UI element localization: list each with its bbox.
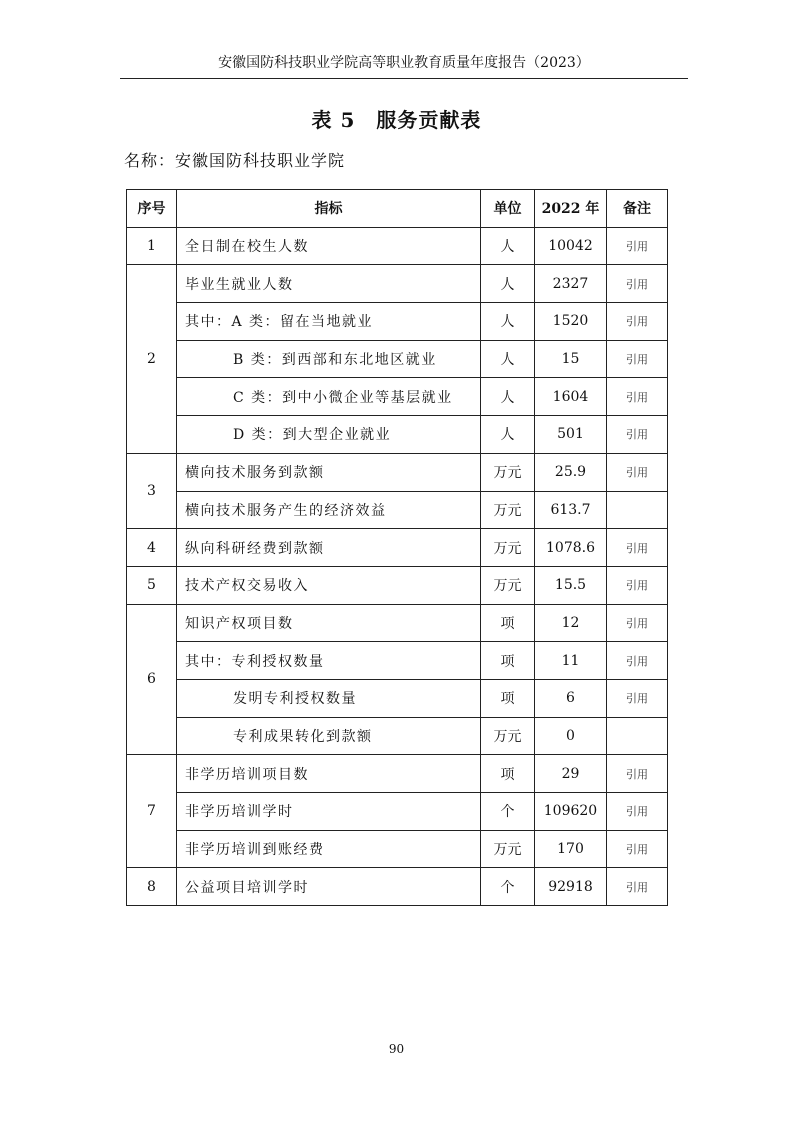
note-cell: 引用 (607, 830, 668, 868)
column-header: 指标 (177, 190, 481, 228)
unit-cell: 项 (481, 679, 535, 717)
value-cell: 1078.6 (535, 529, 607, 567)
table-row (127, 491, 668, 529)
running-header: 安徽国防科技职业学院高等职业教育质量年度报告（2023） (120, 52, 688, 79)
note-cell (607, 491, 668, 529)
value-cell: 25.9 (535, 453, 607, 491)
table-row (127, 830, 668, 868)
value-cell: 6 (535, 679, 607, 717)
table-header-row (127, 190, 668, 228)
unit-cell: 人 (481, 340, 535, 378)
value-cell: 1520 (535, 303, 607, 341)
note-cell: 引用 (607, 642, 668, 680)
row-index: 2 (127, 265, 177, 453)
note-cell: 引用 (607, 679, 668, 717)
value-cell: 29 (535, 755, 607, 793)
unit-cell: 人 (481, 378, 535, 416)
note-cell: 引用 (607, 227, 668, 265)
value-cell: 15.5 (535, 566, 607, 604)
note-cell: 引用 (607, 265, 668, 303)
page-number: 90 (388, 1042, 405, 1056)
table-row (127, 303, 668, 341)
note-cell: 引用 (607, 755, 668, 793)
indicator-cell: 横向技术服务到款额 (177, 453, 481, 491)
table-row (127, 566, 668, 604)
table-row (127, 227, 668, 265)
table-row (127, 604, 668, 642)
indicator-cell: 知识产权项目数 (177, 604, 481, 642)
column-header: 备注 (607, 190, 668, 228)
note-cell (607, 717, 668, 755)
value-cell: 12 (535, 604, 607, 642)
unit-cell: 万元 (481, 566, 535, 604)
unit-cell: 万元 (481, 717, 535, 755)
table-title: 表 5 服务贡献表 (311, 108, 482, 132)
note-cell: 引用 (607, 416, 668, 454)
note-cell: 引用 (607, 378, 668, 416)
indicator-cell: 纵向科研经费到款额 (177, 529, 481, 567)
row-index: 1 (127, 227, 177, 265)
row-index: 8 (127, 868, 177, 906)
organization-name: 名称：安徽国防科技职业学院 (124, 151, 346, 170)
note-cell: 引用 (607, 529, 668, 567)
column-header: 单位 (481, 190, 535, 228)
unit-cell: 万元 (481, 529, 535, 567)
row-index: 5 (127, 566, 177, 604)
indicator-cell: C 类：到中小微企业等基层就业 (177, 378, 481, 416)
table-row (127, 717, 668, 755)
unit-cell: 项 (481, 642, 535, 680)
table-row (127, 642, 668, 680)
value-cell: 501 (535, 416, 607, 454)
column-header: 序号 (127, 190, 177, 228)
row-index: 7 (127, 755, 177, 868)
value-cell: 109620 (535, 793, 607, 831)
value-cell: 11 (535, 642, 607, 680)
indicator-cell: 非学历培训到账经费 (177, 830, 481, 868)
note-cell: 引用 (607, 793, 668, 831)
note-cell: 引用 (607, 868, 668, 906)
row-index: 4 (127, 529, 177, 567)
note-cell: 引用 (607, 604, 668, 642)
row-index: 3 (127, 453, 177, 528)
note-cell: 引用 (607, 303, 668, 341)
indicator-cell: 公益项目培训学时 (177, 868, 481, 906)
indicator-cell: 其中：专利授权数量 (177, 642, 481, 680)
indicator-cell: 非学历培训项目数 (177, 755, 481, 793)
table-row (127, 265, 668, 303)
table-row (127, 416, 668, 454)
table-row (127, 453, 668, 491)
unit-cell: 人 (481, 227, 535, 265)
unit-cell: 项 (481, 604, 535, 642)
row-index: 6 (127, 604, 177, 755)
table-row (127, 868, 668, 906)
service-contribution-table (126, 189, 668, 906)
indicator-cell: 全日制在校生人数 (177, 227, 481, 265)
note-cell: 引用 (607, 453, 668, 491)
indicator-cell: 毕业生就业人数 (177, 265, 481, 303)
table-row (127, 378, 668, 416)
indicator-cell: 横向技术服务产生的经济效益 (177, 491, 481, 529)
value-cell: 92918 (535, 868, 607, 906)
indicator-cell: B 类：到西部和东北地区就业 (177, 340, 481, 378)
table-row (127, 340, 668, 378)
value-cell: 2327 (535, 265, 607, 303)
value-cell: 15 (535, 340, 607, 378)
value-cell: 613.7 (535, 491, 607, 529)
indicator-cell: 专利成果转化到款额 (177, 717, 481, 755)
table-row (127, 679, 668, 717)
table-row (127, 793, 668, 831)
indicator-cell: D 类：到大型企业就业 (177, 416, 481, 454)
indicator-cell: 发明专利授权数量 (177, 679, 481, 717)
indicator-cell: 技术产权交易收入 (177, 566, 481, 604)
unit-cell: 人 (481, 416, 535, 454)
indicator-cell: 其中：A 类：留在当地就业 (177, 303, 481, 341)
table-row (127, 529, 668, 567)
unit-cell: 个 (481, 868, 535, 906)
unit-cell: 万元 (481, 830, 535, 868)
value-cell: 0 (535, 717, 607, 755)
unit-cell: 万元 (481, 491, 535, 529)
value-cell: 170 (535, 830, 607, 868)
note-cell: 引用 (607, 340, 668, 378)
value-cell: 1604 (535, 378, 607, 416)
unit-cell: 个 (481, 793, 535, 831)
unit-cell: 项 (481, 755, 535, 793)
column-header: 2022 年 (535, 190, 607, 228)
unit-cell: 万元 (481, 453, 535, 491)
table-row (127, 755, 668, 793)
note-cell: 引用 (607, 566, 668, 604)
indicator-cell: 非学历培训学时 (177, 793, 481, 831)
unit-cell: 人 (481, 265, 535, 303)
unit-cell: 人 (481, 303, 535, 341)
value-cell: 10042 (535, 227, 607, 265)
